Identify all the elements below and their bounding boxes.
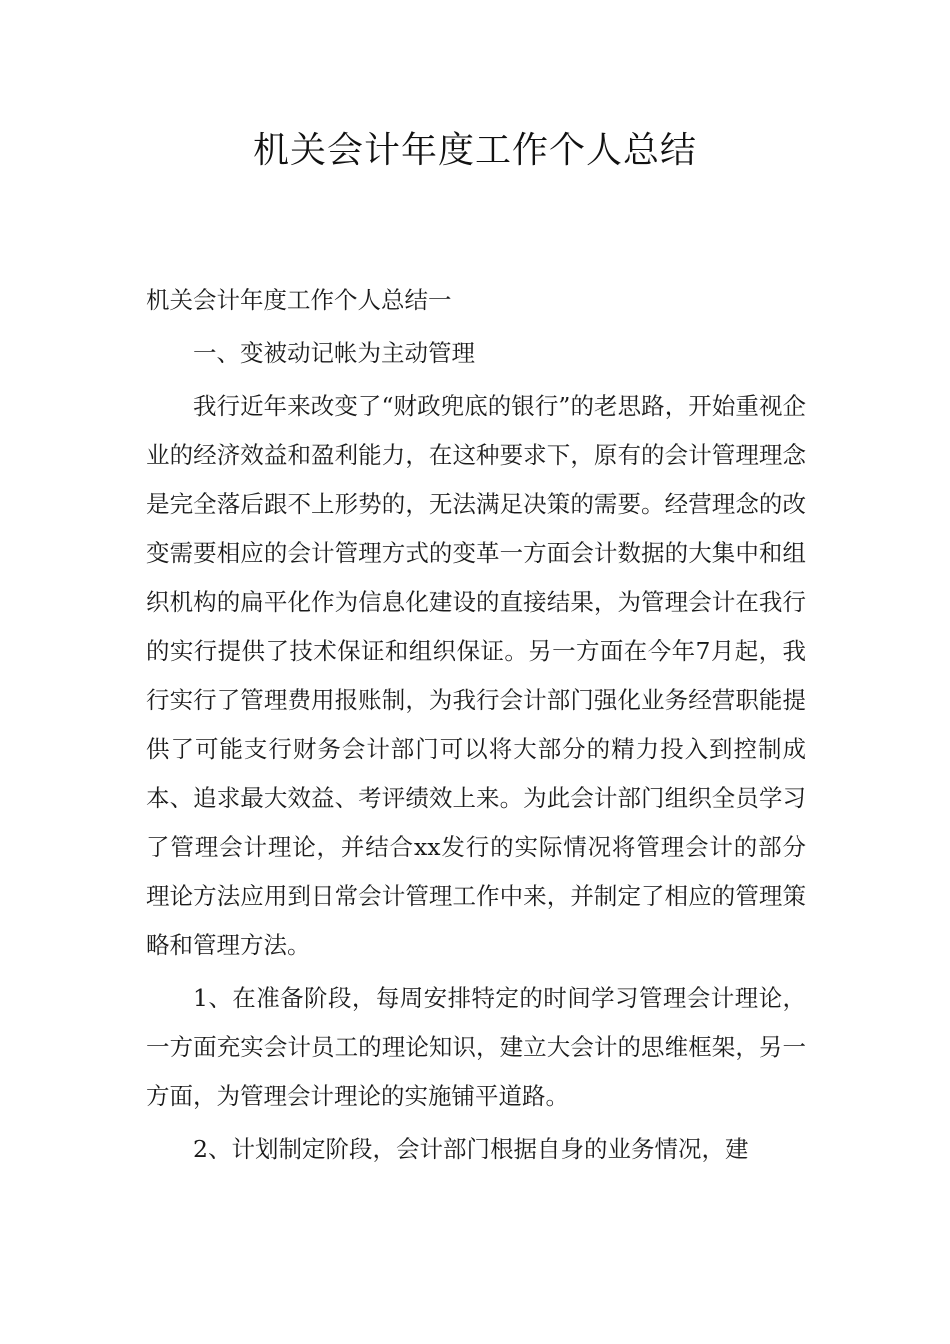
body-paragraph: 2、计划制定阶段，会计部门根据自身的业务情况，建 <box>193 1135 749 1163</box>
section-heading: 一、变被动记帐为主动管理 <box>193 339 475 367</box>
body-paragraph: 我行近年来改变了“财政兜底的银行”的老思路，开始重视企业的经济效益和盈利能力，在这种要求下，原有的会计管理理念是完全落后跟不上形势的，无法满足决策的需要。经营理念的改变需要相应的会计管理方式的变革一方面会计数据的大集中和组织机构的扁平化作为信息化建设的直接结果，为管理会计在我行的实行提供了技术保证和组织保证。另一方面在今年7月起，我行实行了管理费用报账制，为我行会计部门强化业务经营职能提供了可能支行财务会计部门可以将大部分的精力投入到控制成本、追求最大效益、考评绩效上来。为此会计部门组织全员学习了管理会计理论，并结合xx发行的实际情况将管理会计的部分理论方法应用到日常会计管理工作中来，并制定了相应的管理策略和管理方法。 <box>146 392 806 959</box>
document-title: 机关会计年度工作个人总结 <box>252 130 697 171</box>
section-subtitle: 机关会计年度工作个人总结一 <box>146 286 452 314</box>
document-body <box>146 276 806 1174</box>
body-paragraph: 1、在准备阶段，每周安排特定的时间学习管理会计理论，一方面充实会计员工的理论知识，建立大会计的思维框架，另一方面，为管理会计理论的实施铺平道路。 <box>146 984 806 1110</box>
